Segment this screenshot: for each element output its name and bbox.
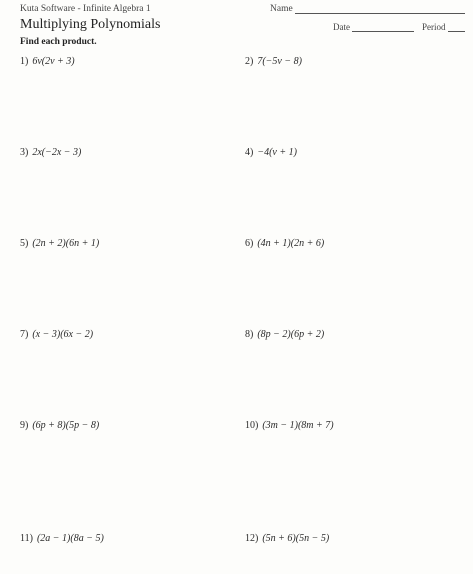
problem-expression: (5n + 6)(5n − 5) <box>262 533 330 544</box>
problem-expression: 6v(2v + 3) <box>32 56 75 67</box>
instructions: Find each product. <box>20 37 97 47</box>
problem-2 <box>245 56 302 67</box>
problem-6 <box>245 238 324 249</box>
problem-number: 5) <box>20 238 29 249</box>
period-label: Period <box>422 22 446 32</box>
problem-12 <box>245 533 329 544</box>
problem-11 <box>20 533 104 544</box>
problem-expression: (4n + 1)(2n + 6) <box>257 238 325 249</box>
problem-number: 8) <box>245 329 254 340</box>
software-label: Kuta Software - Infinite Algebra 1 <box>20 4 151 14</box>
problem-8 <box>245 329 324 340</box>
problem-number: 10) <box>245 420 259 431</box>
date-blank-line <box>352 23 414 32</box>
problem-number: 3) <box>20 147 29 158</box>
problem-number: 4) <box>245 147 254 158</box>
problem-number: 9) <box>20 420 29 431</box>
problem-10 <box>245 420 334 431</box>
problem-number: 1) <box>20 56 29 67</box>
problem-number: 2) <box>245 56 254 67</box>
name-field <box>270 4 465 14</box>
problem-expression: (2n + 2)(6n + 1) <box>32 238 100 249</box>
name-label: Name <box>270 4 293 14</box>
period-blank-line <box>448 23 465 32</box>
problem-5 <box>20 238 99 249</box>
problem-expression: (3m − 1)(8m + 7) <box>262 420 334 431</box>
problem-number: 6) <box>245 238 254 249</box>
problem-number: 11) <box>20 533 33 544</box>
problem-expression: (x − 3)(6x − 2) <box>32 329 94 340</box>
problem-expression: −4(v + 1) <box>257 147 297 158</box>
date-label: Date <box>333 22 350 32</box>
name-blank-line <box>295 4 465 14</box>
problem-1 <box>20 56 75 67</box>
problem-expression: 2x(−2x − 3) <box>32 147 82 158</box>
problem-expression: (2a − 1)(8a − 5) <box>36 533 104 544</box>
problem-number: 7) <box>20 329 29 340</box>
date-period-fields <box>333 22 465 32</box>
problem-expression: (6p + 8)(5p − 8) <box>32 420 100 431</box>
problem-3 <box>20 147 81 158</box>
problem-expression: 7(−5v − 8) <box>257 56 302 67</box>
problem-9 <box>20 420 99 431</box>
problem-number: 12) <box>245 533 259 544</box>
problem-4 <box>245 147 297 158</box>
problem-7 <box>20 329 93 340</box>
problem-expression: (8p − 2)(6p + 2) <box>257 329 325 340</box>
page-title: Multiplying Polynomials <box>20 17 161 32</box>
